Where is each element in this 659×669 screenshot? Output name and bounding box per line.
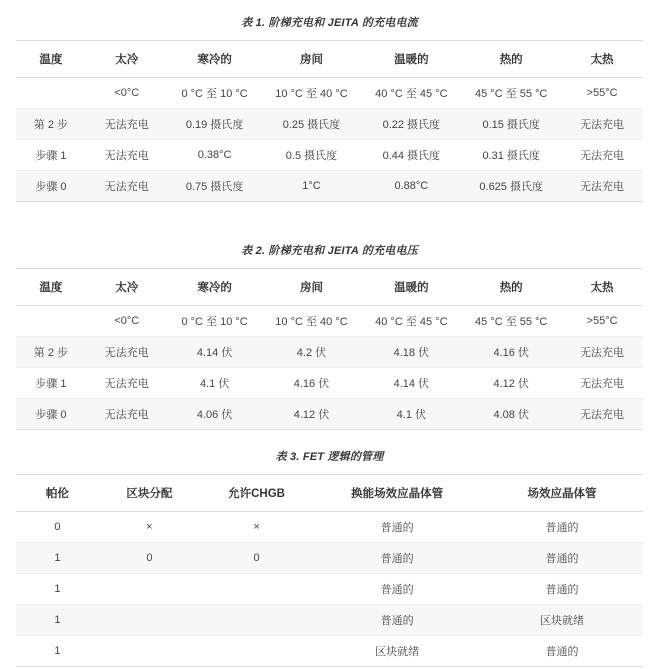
cell [200, 574, 313, 605]
cell [99, 574, 200, 605]
table-row [16, 399, 643, 430]
cell: 0.22 摄氏度 [382, 119, 441, 131]
cell: 0.15 摄氏度 [482, 119, 540, 131]
table-row [16, 78, 643, 109]
cell: 4.16 伏 [493, 347, 529, 359]
cell: 无法充电 [580, 378, 625, 390]
cell: 0 [54, 521, 61, 533]
cell: 0 °C 至 10 °C [181, 88, 248, 100]
cell [99, 605, 200, 636]
cell: 4.14 伏 [393, 378, 430, 390]
cell: × [146, 521, 153, 533]
cell: 0 °C 至 10 °C [181, 316, 248, 328]
cell: 40 °C 至 45 °C [375, 316, 448, 328]
column-header: 房间 [262, 41, 362, 78]
table-block-1 [16, 14, 643, 202]
column-header: 太冷 [86, 269, 168, 306]
fet-logic-table [16, 474, 643, 667]
cell: 4.06 伏 [196, 409, 233, 421]
cell: 无法充电 [104, 378, 149, 390]
table-row [16, 337, 643, 368]
cell: 无法充电 [580, 409, 625, 421]
cell: 无法充电 [104, 347, 149, 359]
column-header: 温暖的 [361, 269, 461, 306]
cell: 步骤 1 [35, 150, 67, 162]
cell: 0.19 摄氏度 [185, 119, 244, 131]
cell: 1 [54, 583, 61, 595]
cell: 步骤 0 [35, 181, 67, 193]
cell: 0 [253, 552, 260, 564]
cell: 普通的 [545, 553, 579, 565]
column-header: 温度 [16, 269, 86, 306]
cell: 45 °C 至 55 °C [475, 316, 548, 328]
cell: 4.08 伏 [493, 409, 529, 421]
cell: 区块就绪 [375, 646, 420, 658]
column-header: 热的 [461, 269, 561, 306]
cell: 0 [146, 552, 153, 564]
cell: 0.44 摄氏度 [382, 150, 441, 162]
cell: 4.2 伏 [296, 347, 327, 359]
cell: 4.12 伏 [293, 409, 330, 421]
cell: 步骤 0 [35, 409, 67, 421]
cell: 0.5 摄氏度 [285, 150, 338, 162]
table-row [16, 636, 643, 667]
cell: >55°C [586, 87, 618, 99]
column-header: 温暖的 [361, 41, 461, 78]
cell: 45 °C 至 55 °C [475, 88, 548, 100]
cell [200, 636, 313, 667]
cell: 4.1 伏 [199, 378, 230, 390]
cell: <0°C [114, 315, 140, 327]
cell: 无法充电 [104, 181, 149, 193]
table-row [16, 109, 643, 140]
table-caption-2: 表 2. 阶梯充电和 JEITA 的充电电压 [241, 245, 418, 257]
column-header: 场效应晶体管 [481, 475, 643, 512]
table-row [16, 306, 643, 337]
column-header: 寒冷的 [168, 269, 262, 306]
table-row [16, 512, 643, 543]
cell: 普通的 [545, 522, 579, 534]
table-header-row [16, 41, 643, 78]
table-header-row [16, 475, 643, 512]
column-header: 区块分配 [99, 475, 200, 512]
column-header: 帕伦 [16, 475, 99, 512]
table-caption-3: 表 3. FET 逻辑的管理 [275, 451, 384, 463]
table-block-3 [16, 448, 643, 667]
cell: 0.75 摄氏度 [185, 181, 244, 193]
cell: 0.31 摄氏度 [482, 150, 540, 162]
charge-voltage-table [16, 268, 643, 430]
cell: 1 [54, 614, 61, 626]
column-header: 允许CHGB [200, 475, 313, 512]
cell: 区块就绪 [540, 615, 585, 627]
cell [99, 636, 200, 667]
cell: 4.18 伏 [393, 347, 430, 359]
cell: 普通的 [545, 646, 579, 658]
cell: 普通的 [380, 615, 414, 627]
column-header: 房间 [262, 269, 362, 306]
cell [16, 306, 86, 337]
cell: 40 °C 至 45 °C [375, 88, 448, 100]
cell: 无法充电 [580, 181, 625, 193]
cell: 第 2 步 [33, 347, 69, 359]
table-row [16, 543, 643, 574]
charge-current-table [16, 40, 643, 202]
cell: 无法充电 [104, 119, 149, 131]
cell: >55°C [586, 315, 618, 327]
column-header: 温度 [16, 41, 86, 78]
cell: 无法充电 [104, 150, 149, 162]
cell: 普通的 [380, 553, 414, 565]
cell: 普通的 [380, 522, 414, 534]
table-header-row [16, 269, 643, 306]
cell: 0.625 摄氏度 [479, 181, 543, 193]
cell: 1 [54, 645, 61, 657]
cell: 1 [54, 552, 61, 564]
cell: <0°C [114, 87, 140, 99]
table-row [16, 574, 643, 605]
table-block-2 [16, 242, 643, 430]
table-row [16, 171, 643, 202]
cell: 10 °C 至 40 °C [275, 88, 348, 100]
column-header: 太冷 [86, 41, 168, 78]
cell: 无法充电 [580, 119, 625, 131]
column-header: 寒冷的 [168, 41, 262, 78]
cell [200, 605, 313, 636]
cell: 0.25 摄氏度 [282, 119, 341, 131]
cell: 普通的 [380, 584, 414, 596]
cell: 4.12 伏 [493, 378, 529, 390]
cell: 4.1 伏 [396, 409, 427, 421]
cell: × [253, 521, 260, 533]
cell: 4.16 伏 [293, 378, 330, 390]
cell: 1°C [302, 180, 321, 192]
cell: 0.38°C [197, 149, 232, 161]
cell: 无法充电 [580, 347, 625, 359]
table-row [16, 605, 643, 636]
cell: 0.88°C [394, 180, 429, 192]
cell: 无法充电 [580, 150, 625, 162]
column-header: 换能场效应晶体管 [313, 475, 481, 512]
cell: 4.14 伏 [196, 347, 233, 359]
column-header: 太热 [561, 41, 643, 78]
table-row [16, 140, 643, 171]
cell: 普通的 [545, 584, 579, 596]
cell: 第 2 步 [33, 119, 69, 131]
cell: 10 °C 至 40 °C [275, 316, 348, 328]
cell: 无法充电 [104, 409, 149, 421]
table-row [16, 368, 643, 399]
column-header: 热的 [461, 41, 561, 78]
cell [16, 78, 86, 109]
table-caption-1: 表 1. 阶梯充电和 JEITA 的充电电流 [241, 17, 418, 29]
cell: 步骤 1 [35, 378, 67, 390]
column-header: 太热 [561, 269, 643, 306]
